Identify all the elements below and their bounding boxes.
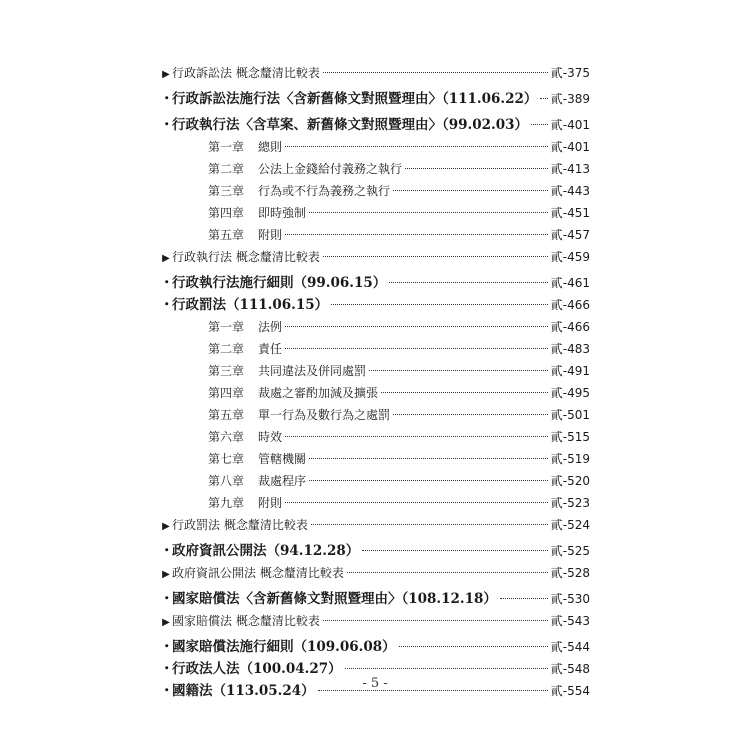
entry-page-number: 貳-461: [550, 276, 590, 290]
toc-entry[interactable]: [160, 88, 590, 110]
entry-page-number: 貳-548: [550, 662, 590, 676]
dot-leader: [285, 348, 548, 349]
entry-title: 行政執行法〈含草案、新舊條文對照暨理由〉（99.02.03）: [172, 117, 529, 133]
triangle-bullet-icon: ▶: [162, 569, 170, 580]
toc-chapter-entry[interactable]: [160, 426, 590, 448]
entry-title: 責任: [258, 342, 283, 356]
dot-leader: [399, 646, 548, 647]
chapter-number: 第二章: [208, 342, 245, 356]
toc-entry[interactable]: [160, 540, 590, 562]
toc-entry[interactable]: [160, 636, 590, 658]
dot-leader: [285, 502, 548, 503]
entry-page-number: 貳-375: [550, 66, 590, 80]
entry-page-number: 貳-389: [550, 92, 590, 106]
dot-leader: [540, 98, 547, 99]
entry-title: 裁處之審酌加減及擴張: [258, 386, 379, 400]
dot-leader: [309, 458, 548, 459]
entry-title: 裁處程序: [258, 474, 307, 488]
dot-bullet-icon: ・: [160, 683, 174, 699]
toc-chapter-entry[interactable]: [160, 158, 590, 180]
entry-page-number: 貳-451: [550, 206, 590, 220]
chapter-number: 第三章: [208, 364, 245, 378]
dot-bullet-icon: ・: [160, 639, 174, 655]
chapter-number: 第六章: [208, 430, 245, 444]
entry-title: 共同違法及併同處罰: [258, 364, 367, 378]
dot-leader: [309, 480, 548, 481]
triangle-bullet-icon: ▶: [162, 521, 170, 532]
entry-title: 行政法人法（100.04.27）: [172, 661, 342, 677]
toc-chapter-entry[interactable]: [160, 360, 590, 382]
dot-leader: [531, 124, 548, 125]
entry-page-number: 貳-443: [550, 184, 590, 198]
triangle-bullet-icon: ▶: [162, 617, 170, 628]
entry-title: 附則: [258, 228, 283, 242]
entry-title: 公法上金錢給付義務之執行: [258, 162, 403, 176]
table-of-contents: [160, 62, 590, 702]
dot-bullet-icon: ・: [160, 661, 174, 677]
dot-leader: [369, 370, 548, 371]
entry-title: 行政訴訟法施行法〈含新舊條文對照暨理由〉（111.06.22）: [172, 91, 538, 107]
entry-page-number: 貳-544: [550, 640, 590, 654]
dot-bullet-icon: ・: [160, 591, 174, 607]
chapter-number: 第一章: [208, 320, 245, 334]
entry-page-number: 貳-523: [550, 496, 590, 510]
dot-bullet-icon: ・: [160, 91, 174, 107]
dot-leader: [309, 212, 548, 213]
dot-leader: [347, 572, 548, 573]
toc-chapter-entry[interactable]: [160, 224, 590, 246]
toc-chapter-entry[interactable]: [160, 180, 590, 202]
chapter-number: 第九章: [208, 496, 245, 510]
dot-bullet-icon: ・: [160, 117, 174, 133]
dot-leader: [362, 550, 547, 551]
chapter-number: 第一章: [208, 140, 245, 154]
chapter-number: 第四章: [208, 206, 245, 220]
entry-title: 即時強制: [258, 206, 307, 220]
dot-leader: [345, 668, 548, 669]
entry-title: 附則: [258, 496, 283, 510]
dot-leader: [389, 282, 547, 283]
entry-title: 單一行為及數行為之處罰: [258, 408, 391, 422]
toc-entry[interactable]: [160, 272, 590, 294]
entry-title: 國家賠償法施行細則（109.06.08）: [172, 639, 396, 655]
dot-leader: [285, 326, 548, 327]
entry-page-number: 貳-413: [550, 162, 590, 176]
toc-chapter-entry[interactable]: [160, 316, 590, 338]
entry-page-number: 貳-466: [550, 320, 590, 334]
dot-leader: [405, 168, 548, 169]
entry-title: 行為或不行為義務之執行: [258, 184, 391, 198]
entry-title: 總則: [258, 140, 283, 154]
page-number: - 5 -: [362, 676, 388, 691]
dot-leader: [323, 72, 548, 73]
dot-leader: [393, 414, 548, 415]
chapter-number: 第四章: [208, 386, 245, 400]
entry-page-number: 貳-491: [550, 364, 590, 378]
chapter-number: 第五章: [208, 408, 245, 422]
dot-leader: [393, 190, 548, 191]
entry-title: 時效: [258, 430, 283, 444]
entry-page-number: 貳-520: [550, 474, 590, 488]
dot-bullet-icon: ・: [160, 275, 174, 291]
entry-page-number: 貳-501: [550, 408, 590, 422]
toc-chart-entry[interactable]: [160, 610, 590, 632]
entry-page-number: 貳-457: [550, 228, 590, 242]
dot-leader: [285, 146, 548, 147]
entry-title: 國家賠償法〈含新舊條文對照暨理由〉（108.12.18）: [172, 591, 497, 607]
entry-title: 行政執行法 概念釐清比較表: [172, 250, 320, 264]
entry-page-number: 貳-495: [550, 386, 590, 400]
entry-page-number: 貳-519: [550, 452, 590, 466]
toc-chapter-entry[interactable]: [160, 470, 590, 492]
dot-leader: [323, 256, 548, 257]
dot-leader: [381, 392, 548, 393]
dot-leader: [311, 524, 548, 525]
dot-leader: [331, 304, 548, 305]
toc-entry[interactable]: [160, 294, 590, 316]
entry-page-number: 貳-543: [550, 614, 590, 628]
entry-page-number: 貳-401: [550, 118, 590, 132]
chapter-number: 第七章: [208, 452, 245, 466]
entry-page-number: 貳-515: [550, 430, 590, 444]
entry-title: 政府資訊公開法（94.12.28）: [172, 543, 360, 559]
entry-page-number: 貳-524: [550, 518, 590, 532]
toc-chapter-entry[interactable]: [160, 338, 590, 360]
chapter-number: 第三章: [208, 184, 245, 198]
toc-chart-entry[interactable]: [160, 562, 590, 584]
entry-page-number: 貳-530: [550, 592, 590, 606]
entry-page-number: 貳-525: [550, 544, 590, 558]
triangle-bullet-icon: ▶: [162, 253, 170, 264]
entry-title: 國籍法（113.05.24）: [172, 683, 315, 699]
chapter-number: 第五章: [208, 228, 245, 242]
chapter-number: 第八章: [208, 474, 245, 488]
entry-title: 行政訴訟法 概念釐清比較表: [172, 66, 320, 80]
entry-title: 行政罰法 概念釐清比較表: [172, 518, 308, 532]
entry-title: 法例: [258, 320, 283, 334]
toc-chapter-entry[interactable]: [160, 136, 590, 158]
dot-bullet-icon: ・: [160, 297, 174, 313]
toc-chapter-entry[interactable]: [160, 448, 590, 470]
entry-title: 管轄機關: [258, 452, 307, 466]
toc-entry[interactable]: [160, 588, 590, 610]
entry-page-number: 貳-459: [550, 250, 590, 264]
toc-entry[interactable]: [160, 114, 590, 136]
entry-page-number: 貳-554: [550, 684, 590, 698]
dot-bullet-icon: ・: [160, 543, 174, 559]
dot-leader: [285, 234, 548, 235]
entry-title: 國家賠償法 概念釐清比較表: [172, 614, 320, 628]
toc-chapter-entry[interactable]: [160, 404, 590, 426]
toc-chart-entry[interactable]: [160, 62, 590, 84]
toc-chart-entry[interactable]: [160, 246, 590, 268]
chapter-number: 第二章: [208, 162, 245, 176]
entry-title: 行政罰法（111.06.15）: [172, 297, 329, 313]
toc-chapter-entry[interactable]: [160, 492, 590, 514]
entry-title: 行政執行法施行細則（99.06.15）: [172, 275, 387, 291]
toc-chart-entry[interactable]: [160, 514, 590, 536]
dot-leader: [323, 620, 548, 621]
triangle-bullet-icon: ▶: [162, 69, 170, 80]
entry-page-number: 貳-528: [550, 566, 590, 580]
dot-leader: [285, 436, 548, 437]
dot-leader: [500, 598, 548, 599]
entry-page-number: 貳-466: [550, 298, 590, 312]
entry-title: 政府資訊公開法 概念釐清比較表: [172, 566, 344, 580]
entry-page-number: 貳-401: [550, 140, 590, 154]
entry-page-number: 貳-483: [550, 342, 590, 356]
toc-chapter-entry[interactable]: [160, 202, 590, 224]
toc-chapter-entry[interactable]: [160, 382, 590, 404]
